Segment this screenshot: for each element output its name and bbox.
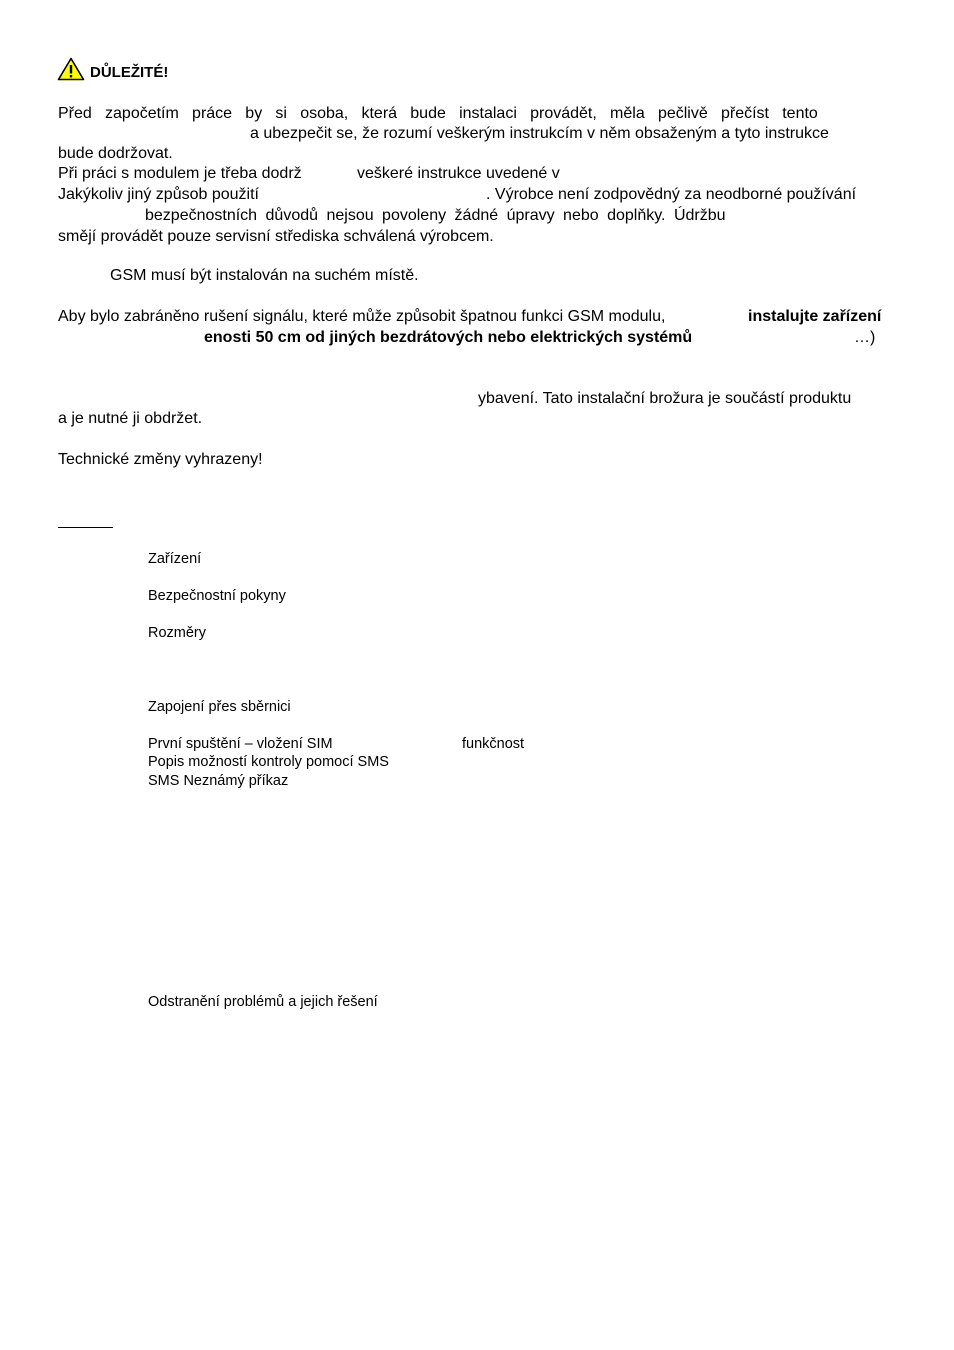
paragraph-1-word: započetím bbox=[105, 105, 179, 122]
toc-item-rozmery: Rozměry bbox=[148, 625, 207, 641]
paragraph-2: GSM musí být instalován na suchém místě. bbox=[110, 267, 419, 284]
toc-item-zapojeni-pres-sbernici: Zapojení přes sběrnici bbox=[148, 699, 291, 715]
paragraph-1-word: provádět, bbox=[530, 105, 597, 122]
paragraph-1-line-7: smějí provádět pouze servisní střediska schválená výrobcem. bbox=[58, 228, 494, 245]
toc-item-odstraneni-problemu: Odstranění problémů a jejich řešení bbox=[148, 994, 378, 1010]
paragraph-3-line-1: Aby bylo zabráněno rušení signálu, které může způsobit špatnou funkci GSM modulu, bbox=[58, 308, 666, 325]
paragraph-3-line-2-bold: enosti 50 cm od jiných bezdrátových nebo elektrických systémů bbox=[204, 329, 693, 346]
paragraph-1-line-5b: . Výrobce není zodpovědný za neodborné používání bbox=[486, 186, 857, 203]
warning-triangle-icon bbox=[57, 57, 85, 81]
paragraph-1-word: přečíst bbox=[720, 105, 769, 122]
paragraph-1-word: osoba, bbox=[300, 105, 349, 122]
paragraph-1-word: by bbox=[245, 105, 263, 122]
paragraph-1-word: která bbox=[361, 105, 398, 122]
paragraph-5: Technické změny vyhrazeny! bbox=[58, 451, 263, 468]
toc-item-prvni-spusteni: První spuštění – vložení SIM bbox=[148, 736, 333, 752]
toc-item-zarizeni: Zařízení bbox=[148, 551, 202, 567]
paragraph-1-word: tento bbox=[782, 105, 818, 122]
section-divider bbox=[58, 527, 113, 528]
paragraph-4-line-1: ybavení. Tato instalační brožura je součástí produktu bbox=[478, 390, 852, 407]
paragraph-1-word: práce bbox=[192, 105, 233, 122]
toc-item-popis-moznosti: Popis možností kontroly pomocí SMS bbox=[148, 754, 389, 770]
paragraph-1-word: bude bbox=[410, 105, 446, 122]
paragraph-1-word: si bbox=[275, 105, 287, 122]
important-heading: DŮLEŽITÉ! bbox=[90, 64, 169, 81]
paragraph-1-line-6: bezpečnostních důvodů nejsou povoleny žádné úpravy nebo doplňky. Údržbu bbox=[145, 207, 726, 224]
paragraph-3-line-1-bold: instalujte zařízení bbox=[748, 308, 882, 325]
paragraph-1-word: instalaci bbox=[459, 105, 517, 122]
paragraph-1-word: měla bbox=[610, 105, 645, 122]
toc-item-funkcnost: funkčnost bbox=[462, 736, 525, 752]
paragraph-1-line-2: a ubezpečit se, že rozumí veškerým instrukcím v něm obsaženým a tyto instrukce bbox=[250, 125, 829, 142]
paragraph-1-line-4b: veškeré instrukce uvedené v bbox=[357, 165, 560, 182]
toc-item-sms-neznamy-prikaz: SMS Neznámý příkaz bbox=[148, 773, 289, 789]
paragraph-1-line-3: bude dodržovat. bbox=[58, 145, 173, 162]
paragraph-1-line-4a: Při práci s modulem je třeba dodrž bbox=[58, 165, 302, 182]
paragraph-1-word: pečlivě bbox=[657, 105, 708, 122]
paragraph-3-line-2-end: …) bbox=[854, 329, 876, 346]
toc-item-bezpecnostni-pokyny: Bezpečnostní pokyny bbox=[148, 588, 286, 604]
paragraph-1-line-5a: Jakýkoliv jiný způsob použití bbox=[58, 186, 259, 203]
paragraph-1-word: Před bbox=[58, 105, 92, 122]
paragraph-4-line-2: a je nutné ji obdržet. bbox=[58, 410, 203, 427]
paragraph-1-line-1 bbox=[58, 104, 818, 124]
